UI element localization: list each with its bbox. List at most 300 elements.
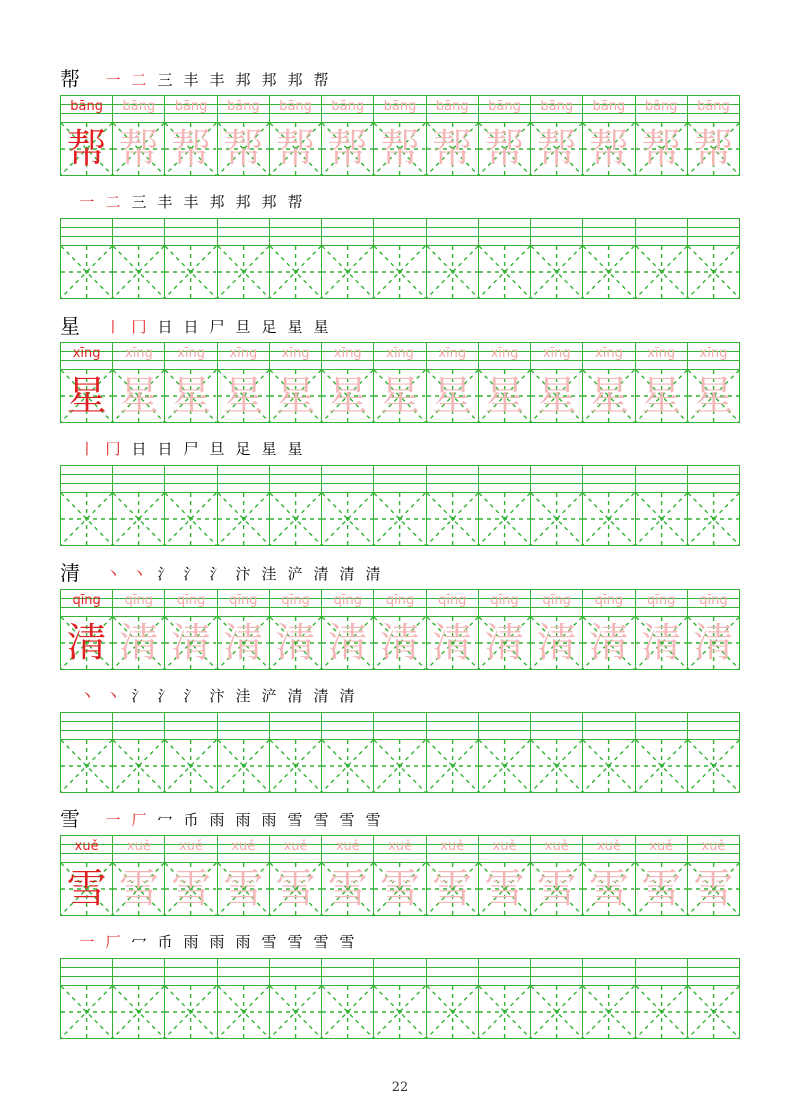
mizi-guide — [583, 246, 634, 298]
mizi-cell[interactable] — [530, 863, 582, 915]
stroke-step: 丨 — [105, 318, 121, 336]
mizi-cell[interactable] — [61, 123, 112, 175]
blank-mizi-cell[interactable] — [321, 740, 373, 792]
pinyin-trace: qīng — [333, 593, 362, 608]
mizi-cell[interactable] — [426, 370, 478, 422]
blank-mizi-cell[interactable] — [321, 493, 373, 545]
pinyin-trace: bāng — [174, 99, 208, 114]
blank-mizi-cell[interactable] — [426, 986, 478, 1038]
pinyin-cell[interactable] — [321, 590, 373, 616]
blank-mizi-cell[interactable] — [61, 986, 112, 1038]
blank-mizi-cell[interactable] — [530, 246, 582, 298]
mizi-cell[interactable] — [530, 123, 582, 175]
mizi-guide — [322, 246, 373, 298]
pinyin-cell[interactable] — [217, 836, 269, 862]
stroke-step: 清 — [313, 565, 329, 583]
mizi-guide — [427, 986, 478, 1038]
blank-practice-grid — [60, 218, 740, 299]
pinyin-cell[interactable] — [530, 836, 582, 862]
pinyin-cell[interactable] — [112, 96, 164, 122]
mizi-cell[interactable] — [426, 123, 478, 175]
pinyin-trace: qīng — [699, 593, 728, 608]
blank-mizi-cell[interactable] — [635, 246, 687, 298]
pinyin-cell[interactable] — [321, 343, 373, 369]
pinyin-cell[interactable] — [61, 343, 112, 369]
blank-pinyin-cell[interactable] — [112, 466, 164, 492]
blank-mizi-cell[interactable] — [426, 246, 478, 298]
pinyin-cell[interactable] — [112, 590, 164, 616]
mizi-cell[interactable] — [426, 617, 478, 669]
pinyin-model: xuě — [74, 839, 99, 854]
blank-mizi-cell[interactable] — [635, 986, 687, 1038]
stroke-step: 一 — [105, 811, 121, 829]
mizi-cell[interactable] — [269, 370, 321, 422]
blank-mizi-cell[interactable] — [61, 493, 112, 545]
mizi-cell[interactable] — [164, 370, 216, 422]
mizi-guide — [270, 246, 321, 298]
pinyin-trace: xuě — [492, 839, 517, 854]
blank-mizi-cell[interactable] — [530, 740, 582, 792]
mizi-cell[interactable] — [373, 617, 425, 669]
pinyin-cell[interactable] — [112, 836, 164, 862]
pinyin-cell[interactable] — [61, 590, 112, 616]
blank-mizi-cell[interactable] — [373, 493, 425, 545]
character-trace: 雪 — [693, 866, 734, 912]
blank-practice-grid — [60, 465, 740, 546]
pinyin-cell[interactable] — [582, 590, 634, 616]
pinyin-cell[interactable] — [478, 343, 530, 369]
mizi-cell[interactable] — [582, 863, 634, 915]
blank-pinyin-cell[interactable] — [164, 713, 216, 739]
pinyin-cell[interactable] — [269, 343, 321, 369]
mizi-cell[interactable] — [164, 863, 216, 915]
blank-pinyin-cell[interactable] — [164, 959, 216, 985]
pinyin-cell[interactable] — [164, 343, 216, 369]
stroke-step: 雨 — [235, 811, 251, 829]
pinyin-cell[interactable] — [687, 836, 739, 862]
blank-pinyin-cell[interactable] — [61, 959, 112, 985]
blank-pinyin-cell[interactable] — [269, 466, 321, 492]
stroke-step: 三 — [157, 71, 173, 89]
mizi-cell[interactable] — [61, 863, 112, 915]
blank-mizi-cell[interactable] — [373, 740, 425, 792]
blank-mizi-cell[interactable] — [373, 246, 425, 298]
mizi-guide — [322, 493, 373, 545]
pinyin-trace: xīng — [490, 346, 519, 361]
pinyin-cell[interactable] — [373, 96, 425, 122]
pinyin-cell[interactable] — [217, 343, 269, 369]
pinyin-trace: xīng — [229, 346, 258, 361]
blank-mizi-cell[interactable] — [112, 493, 164, 545]
mizi-cell[interactable] — [269, 863, 321, 915]
blank-pinyin-cell[interactable] — [164, 219, 216, 245]
blank-mizi-cell[interactable] — [164, 246, 216, 298]
blank-pinyin-cell[interactable] — [61, 713, 112, 739]
pinyin-cell[interactable] — [269, 836, 321, 862]
mizi-cell[interactable] — [530, 370, 582, 422]
mizi-guide — [374, 740, 425, 792]
pinyin-trace: bāng — [435, 99, 469, 114]
blank-pinyin-cell[interactable] — [530, 466, 582, 492]
blank-pinyin-cell[interactable] — [426, 219, 478, 245]
mizi-cell[interactable] — [635, 617, 687, 669]
pinyin-cell[interactable] — [426, 590, 478, 616]
blank-pinyin-cell[interactable] — [478, 713, 530, 739]
heading-character: 帮 — [60, 67, 80, 91]
pinyin-cell[interactable] — [635, 590, 687, 616]
blank-mizi-cell[interactable] — [582, 740, 634, 792]
mizi-guide — [688, 986, 739, 1038]
stroke-step: 帮 — [287, 193, 303, 211]
pinyin-cell[interactable] — [582, 836, 634, 862]
blank-mizi-cell[interactable] — [426, 493, 478, 545]
pinyin-trace: bāng — [279, 99, 312, 114]
pinyin-cell[interactable] — [582, 343, 634, 369]
blank-mizi-cell[interactable] — [478, 986, 530, 1038]
blank-pinyin-cell[interactable] — [217, 959, 269, 985]
blank-pinyin-cell[interactable] — [530, 959, 582, 985]
blank-mizi-cell[interactable] — [635, 493, 687, 545]
pinyin-cell[interactable] — [61, 96, 112, 122]
blank-mizi-cell[interactable] — [373, 986, 425, 1038]
blank-pinyin-cell[interactable] — [321, 466, 373, 492]
stroke-step: 星 — [287, 440, 303, 458]
blank-pinyin-cell[interactable] — [687, 713, 739, 739]
pinyin-cell[interactable] — [269, 590, 321, 616]
blank-mizi-cell[interactable] — [164, 493, 216, 545]
mizi-cell[interactable] — [426, 863, 478, 915]
mizi-cell[interactable] — [478, 370, 530, 422]
character-trace: 清 — [223, 620, 264, 666]
pinyin-cell[interactable] — [426, 96, 478, 122]
blank-pinyin-cell[interactable] — [687, 466, 739, 492]
blank-mizi-cell[interactable] — [269, 740, 321, 792]
character-model: 星 — [66, 373, 107, 419]
model-practice-grid — [60, 342, 740, 423]
mizi-cell[interactable] — [112, 370, 164, 422]
character-trace: 帮 — [536, 126, 577, 172]
blank-mizi-cell[interactable] — [61, 740, 112, 792]
mizi-cell[interactable] — [217, 123, 269, 175]
blank-pinyin-cell[interactable] — [269, 219, 321, 245]
stroke-step: 汴 — [235, 565, 251, 583]
stroke-step: 星 — [313, 318, 329, 336]
character-trace: 雪 — [536, 866, 577, 912]
pinyin-cell[interactable] — [426, 836, 478, 862]
pinyin-cell[interactable] — [269, 96, 321, 122]
pinyin-cell[interactable] — [635, 343, 687, 369]
blank-pinyin-cell[interactable] — [164, 466, 216, 492]
mizi-cell[interactable] — [217, 617, 269, 669]
mizi-cell[interactable] — [164, 617, 216, 669]
model-practice-grid — [60, 589, 740, 670]
mizi-guide — [218, 246, 269, 298]
blank-pinyin-cell[interactable] — [687, 959, 739, 985]
blank-mizi-cell[interactable] — [687, 740, 739, 792]
mizi-cell[interactable] — [112, 617, 164, 669]
mizi-cell[interactable] — [478, 123, 530, 175]
stroke-step: 丶 — [105, 687, 121, 705]
stroke-step: 雪 — [287, 933, 303, 951]
mizi-cell[interactable] — [373, 863, 425, 915]
stroke-step: 冖 — [131, 933, 147, 951]
pinyin-cell[interactable] — [321, 96, 373, 122]
blank-pinyin-cell[interactable] — [582, 219, 634, 245]
stroke-step: 帮 — [313, 71, 329, 89]
blank-pinyin-cell[interactable] — [112, 219, 164, 245]
stroke-step: 清 — [287, 687, 303, 705]
mizi-guide — [374, 493, 425, 545]
blank-mizi-cell[interactable] — [478, 246, 530, 298]
stroke-step: 丨 — [79, 440, 95, 458]
pinyin-cell[interactable] — [530, 96, 582, 122]
blank-pinyin-cell[interactable] — [582, 466, 634, 492]
blank-pinyin-cell[interactable] — [426, 959, 478, 985]
blank-pinyin-cell[interactable] — [426, 466, 478, 492]
mizi-cell[interactable] — [61, 617, 112, 669]
mizi-cell[interactable] — [687, 863, 739, 915]
blank-pinyin-cell[interactable] — [61, 219, 112, 245]
pinyin-trace: xuě — [231, 839, 256, 854]
blank-pinyin-cell[interactable] — [112, 959, 164, 985]
pinyin-cell[interactable] — [164, 96, 216, 122]
pinyin-trace: bāng — [226, 99, 260, 114]
blank-pinyin-cell[interactable] — [321, 713, 373, 739]
mizi-guide — [427, 740, 478, 792]
heading-character: 雪 — [60, 807, 80, 831]
blank-pinyin-cell[interactable] — [373, 959, 425, 985]
mizi-cell[interactable] — [635, 123, 687, 175]
blank-mizi-cell[interactable] — [217, 740, 269, 792]
pinyin-trace: bāng — [383, 99, 417, 114]
blank-mizi-cell[interactable] — [112, 246, 164, 298]
character-trace: 星 — [171, 373, 212, 419]
stroke-step: 氵 — [131, 687, 147, 705]
blank-pinyin-cell[interactable] — [478, 466, 530, 492]
pinyin-trace: xīng — [542, 346, 571, 361]
pinyin-trace: bāng — [644, 99, 678, 114]
blank-pinyin-cell[interactable] — [217, 219, 269, 245]
blank-mizi-cell[interactable] — [112, 740, 164, 792]
mizi-cell[interactable] — [478, 617, 530, 669]
blank-mizi-cell[interactable] — [530, 986, 582, 1038]
mizi-cell[interactable] — [373, 370, 425, 422]
character-trace: 帮 — [380, 126, 421, 172]
character-trace: 星 — [380, 373, 421, 419]
character-trace: 清 — [275, 620, 316, 666]
stroke-order-sequence — [74, 932, 360, 952]
mizi-guide — [636, 246, 687, 298]
blank-mizi-cell[interactable] — [217, 493, 269, 545]
blank-pinyin-cell[interactable] — [112, 713, 164, 739]
pinyin-cell[interactable] — [687, 343, 739, 369]
stroke-step: 邦 — [235, 71, 251, 89]
blank-mizi-cell[interactable] — [321, 246, 373, 298]
pinyin-cell[interactable] — [373, 343, 425, 369]
stroke-order-row — [60, 558, 386, 584]
mizi-guide — [61, 740, 112, 792]
pinyin-trace: qīng — [176, 593, 206, 608]
pinyin-cell[interactable] — [61, 836, 112, 862]
mizi-guide — [322, 986, 373, 1038]
mizi-cell[interactable] — [61, 370, 112, 422]
mizi-cell[interactable] — [217, 863, 269, 915]
pinyin-cell[interactable] — [635, 836, 687, 862]
blank-pinyin-cell[interactable] — [635, 713, 687, 739]
blank-mizi-cell[interactable] — [426, 740, 478, 792]
stroke-step: 星 — [261, 440, 277, 458]
pinyin-cell[interactable] — [478, 590, 530, 616]
character-trace: 清 — [327, 620, 368, 666]
stroke-step: 丰 — [209, 71, 225, 89]
mizi-cell[interactable] — [687, 617, 739, 669]
pinyin-trace: xīng — [386, 346, 414, 361]
mizi-cell[interactable] — [582, 370, 634, 422]
mizi-cell[interactable] — [582, 617, 634, 669]
blank-mizi-cell[interactable] — [582, 493, 634, 545]
blank-mizi-cell[interactable] — [478, 740, 530, 792]
blank-character-row — [61, 740, 739, 792]
mizi-cell[interactable] — [687, 123, 739, 175]
stroke-order-row-repeat — [60, 680, 360, 706]
blank-pinyin-cell[interactable] — [269, 713, 321, 739]
stroke-step: 一 — [105, 71, 121, 89]
blank-mizi-cell[interactable] — [321, 986, 373, 1038]
mizi-cell[interactable] — [373, 123, 425, 175]
pinyin-cell[interactable] — [373, 836, 425, 862]
blank-mizi-cell[interactable] — [687, 986, 739, 1038]
mizi-cell[interactable] — [635, 370, 687, 422]
blank-mizi-cell[interactable] — [478, 493, 530, 545]
blank-pinyin-cell[interactable] — [321, 219, 373, 245]
mizi-cell[interactable] — [112, 863, 164, 915]
mizi-cell[interactable] — [478, 863, 530, 915]
blank-pinyin-cell[interactable] — [582, 959, 634, 985]
pinyin-cell[interactable] — [530, 343, 582, 369]
pinyin-cell[interactable] — [373, 590, 425, 616]
pinyin-cell[interactable] — [217, 590, 269, 616]
pinyin-model: xīng — [72, 346, 101, 361]
pinyin-cell[interactable] — [164, 836, 216, 862]
mizi-cell[interactable] — [582, 123, 634, 175]
blank-mizi-cell[interactable] — [687, 493, 739, 545]
blank-mizi-cell[interactable] — [112, 986, 164, 1038]
character-row — [61, 123, 739, 175]
blank-pinyin-cell[interactable] — [530, 219, 582, 245]
blank-mizi-cell[interactable] — [217, 246, 269, 298]
pinyin-cell[interactable] — [478, 96, 530, 122]
blank-mizi-cell[interactable] — [61, 246, 112, 298]
pinyin-cell[interactable] — [478, 836, 530, 862]
pinyin-cell[interactable] — [426, 343, 478, 369]
blank-pinyin-cell[interactable] — [373, 219, 425, 245]
blank-pinyin-cell[interactable] — [687, 219, 739, 245]
mizi-guide — [688, 740, 739, 792]
stroke-step: 雨 — [209, 933, 225, 951]
mizi-guide — [427, 246, 478, 298]
pinyin-cell[interactable] — [530, 590, 582, 616]
mizi-guide — [479, 493, 530, 545]
blank-pinyin-cell[interactable] — [582, 713, 634, 739]
mizi-cell[interactable] — [321, 863, 373, 915]
blank-mizi-cell[interactable] — [530, 493, 582, 545]
stroke-step: 氵 — [209, 565, 225, 583]
stroke-order-row — [60, 804, 386, 830]
mizi-cell[interactable] — [217, 370, 269, 422]
blank-pinyin-cell[interactable] — [478, 959, 530, 985]
blank-mizi-cell[interactable] — [164, 986, 216, 1038]
blank-pinyin-cell[interactable] — [61, 466, 112, 492]
pinyin-cell[interactable] — [687, 590, 739, 616]
blank-pinyin-cell[interactable] — [530, 713, 582, 739]
blank-mizi-cell[interactable] — [269, 986, 321, 1038]
pinyin-cell[interactable] — [217, 96, 269, 122]
blank-mizi-cell[interactable] — [635, 740, 687, 792]
mizi-cell[interactable] — [321, 123, 373, 175]
mizi-cell[interactable] — [530, 617, 582, 669]
stroke-step: 币 — [183, 811, 199, 829]
mizi-cell[interactable] — [321, 370, 373, 422]
character-trace: 星 — [641, 373, 682, 419]
mizi-cell[interactable] — [687, 370, 739, 422]
blank-mizi-cell[interactable] — [582, 246, 634, 298]
blank-pinyin-cell[interactable] — [269, 959, 321, 985]
pinyin-cell[interactable] — [687, 96, 739, 122]
blank-mizi-cell[interactable] — [164, 740, 216, 792]
blank-mizi-cell[interactable] — [582, 986, 634, 1038]
pinyin-cell[interactable] — [321, 836, 373, 862]
character-model: 雪 — [66, 866, 107, 912]
mizi-guide — [479, 986, 530, 1038]
mizi-cell[interactable] — [112, 123, 164, 175]
character-trace: 帮 — [693, 126, 734, 172]
blank-pinyin-cell[interactable] — [373, 466, 425, 492]
mizi-guide — [61, 493, 112, 545]
pinyin-trace: xīng — [333, 346, 362, 361]
blank-mizi-cell[interactable] — [269, 246, 321, 298]
blank-pinyin-cell[interactable] — [635, 959, 687, 985]
blank-pinyin-cell[interactable] — [373, 713, 425, 739]
mizi-cell[interactable] — [269, 123, 321, 175]
stroke-step: 雨 — [209, 811, 225, 829]
mizi-cell[interactable] — [269, 617, 321, 669]
blank-pinyin-cell[interactable] — [635, 219, 687, 245]
blank-pinyin-cell[interactable] — [426, 713, 478, 739]
blank-mizi-cell[interactable] — [217, 986, 269, 1038]
blank-pinyin-cell[interactable] — [321, 959, 373, 985]
pinyin-cell[interactable] — [112, 343, 164, 369]
blank-character-row — [61, 493, 739, 545]
blank-pinyin-cell[interactable] — [635, 466, 687, 492]
pinyin-cell[interactable] — [635, 96, 687, 122]
mizi-guide — [636, 986, 687, 1038]
blank-pinyin-cell[interactable] — [478, 219, 530, 245]
blank-pinyin-cell[interactable] — [217, 466, 269, 492]
mizi-cell[interactable] — [321, 617, 373, 669]
pinyin-cell[interactable] — [582, 96, 634, 122]
character-model: 帮 — [66, 126, 107, 172]
character-trace: 清 — [536, 620, 577, 666]
mizi-guide — [322, 740, 373, 792]
mizi-cell[interactable] — [635, 863, 687, 915]
blank-mizi-cell[interactable] — [687, 246, 739, 298]
blank-pinyin-cell[interactable] — [217, 713, 269, 739]
pinyin-cell[interactable] — [164, 590, 216, 616]
character-trace: 星 — [536, 373, 577, 419]
stroke-step: 星 — [287, 318, 303, 336]
blank-mizi-cell[interactable] — [269, 493, 321, 545]
mizi-cell[interactable] — [164, 123, 216, 175]
